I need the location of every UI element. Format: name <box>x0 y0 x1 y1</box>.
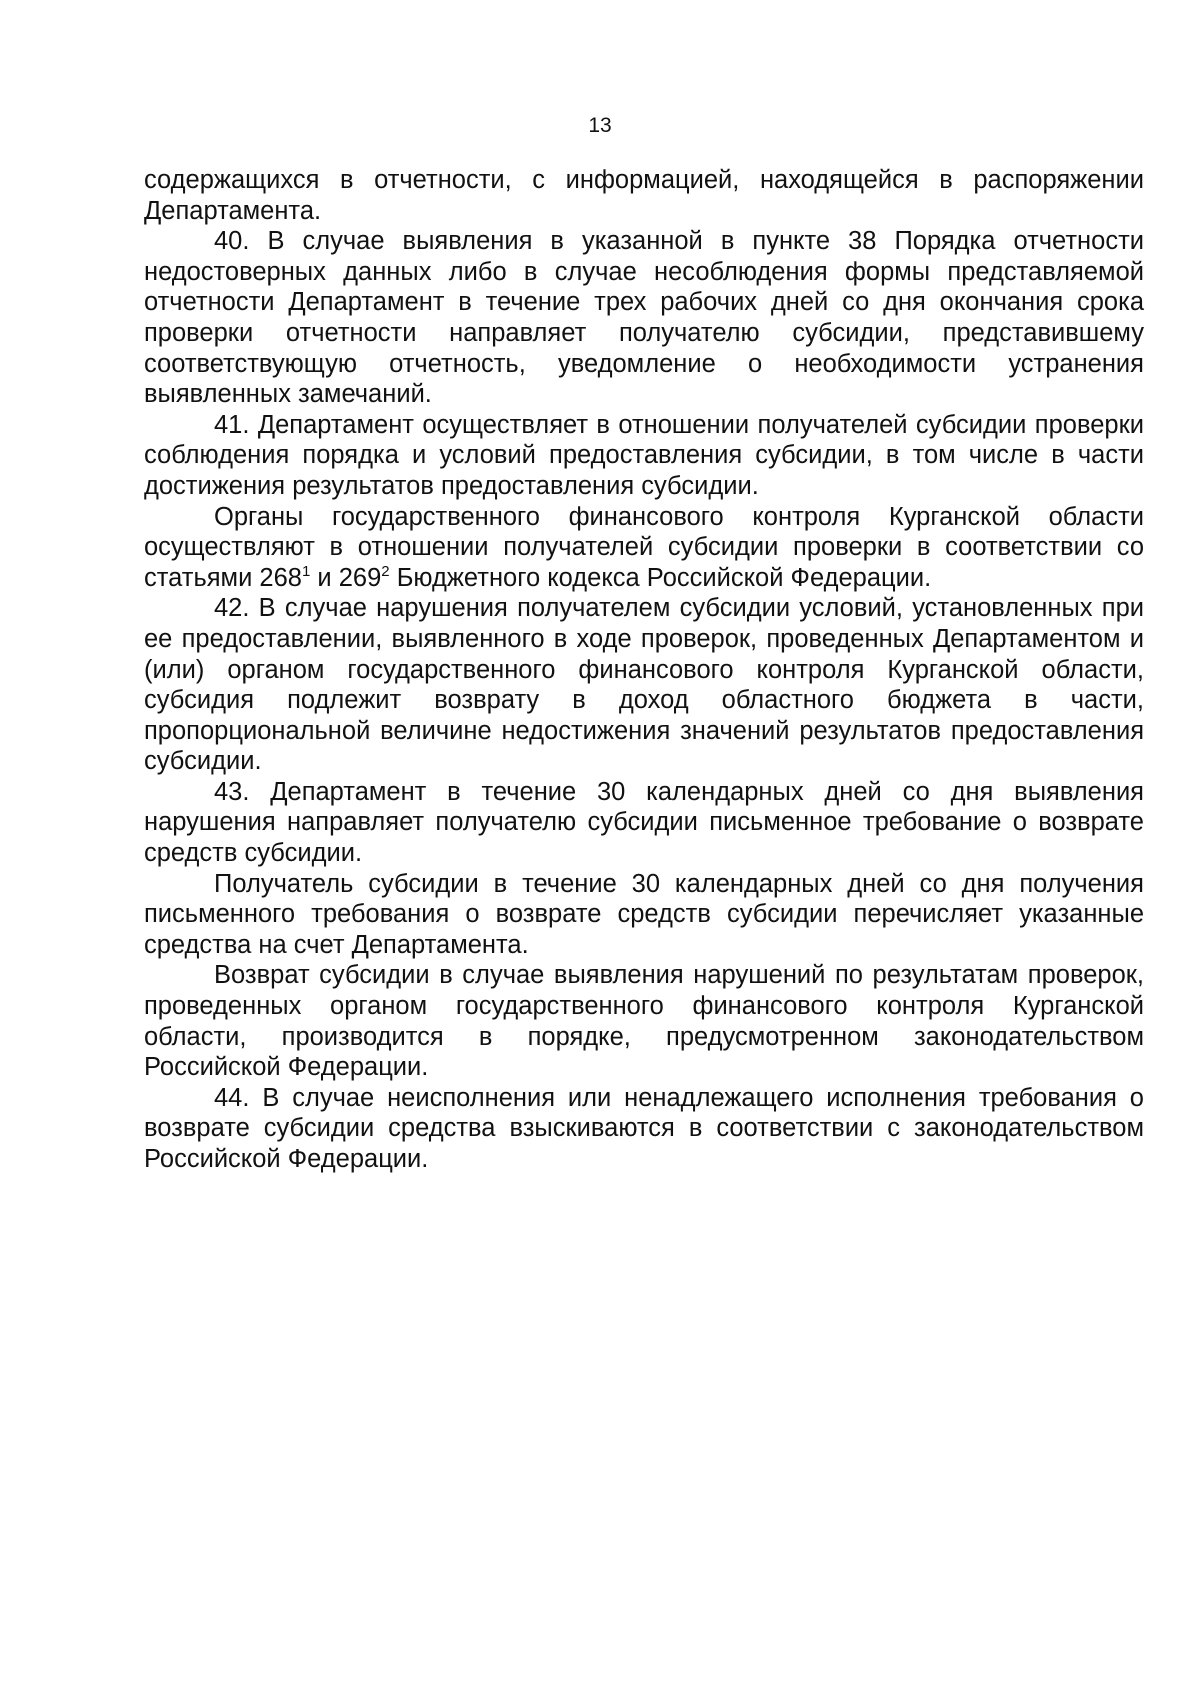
paragraph-continuation: содержащихся в отчетности, с информацией, находящейся в распоряжении Департамента. <box>144 166 1144 225</box>
document-body <box>144 165 1144 1175</box>
paragraph-44: 44. В случае неисполнения или ненадлежащего исполнения требования о возврате субсидии средства взыскиваются в соответствии с законодательством Российской Федерации. <box>144 1083 1144 1173</box>
page-number: 13 <box>588 114 612 137</box>
paragraph-43: 43. Департамент в течение 30 календарных дней со дня выявления нарушения направляет получателю субсидии письменное требование о возврате средств субсидии. <box>144 777 1144 868</box>
paragraph-43-refund: Возврат субсидии в случае выявления нарушений по результатам проверок, проведенных органом государственного финансового контроля Курганской области, производится в порядке, предусмотренном законодательством Российской Федерации. <box>144 961 1144 1082</box>
superscript-1: 1 <box>301 562 311 580</box>
paragraph-42: 42. В случае нарушения получателем субсидии условий, установленных при ее предоставлении, выявленного в ходе проверок, проведенных Департаментом и (или) органом государственного финансового контроля Курганской области, субсидия подлежит возврату в доход областного бюджета в части, пропорциональной величине недостижения значений результатов предоставления субсидии. <box>144 594 1144 776</box>
paragraph-41b-text-before: Органы государственного финансового контроля Курганской области осуществляют в отношении получателей субсидии проверки в соответствии со статьями 268 <box>144 502 1144 592</box>
superscript-2: 2 <box>381 562 390 580</box>
paragraph-43-recipient: Получатель субсидии в течение 30 календарных дней со дня получения письменного требования о возврате средств субсидии перечисляет указанные средства на счет Департамента. <box>144 869 1144 959</box>
paragraph-41: 41. Департамент осуществляет в отношении получателей субсидии проверки соблюдения порядка и условий предоставления субсидии, в том числе в части достижения результатов предоставления субсидии. <box>144 410 1144 500</box>
paragraph-41b-text-after: Бюджетного кодекса Российской Федерации. <box>389 563 932 592</box>
paragraph-40: 40. В случае выявления в указанной в пункте 38 Порядка отчетности недостоверных данных либо в случае несоблюдения формы представляемой отчетности Департамент в течение трех рабочих дней со дня окончания срока проверки отчетности направляет получателю субсидии, представившему соответствующую отчетность, уведомление о необходимости устранения выявленных замечаний. <box>144 227 1144 409</box>
paragraph-41-control-bodies <box>144 502 1144 594</box>
paragraph-41b-text-middle: и 269 <box>310 563 382 592</box>
